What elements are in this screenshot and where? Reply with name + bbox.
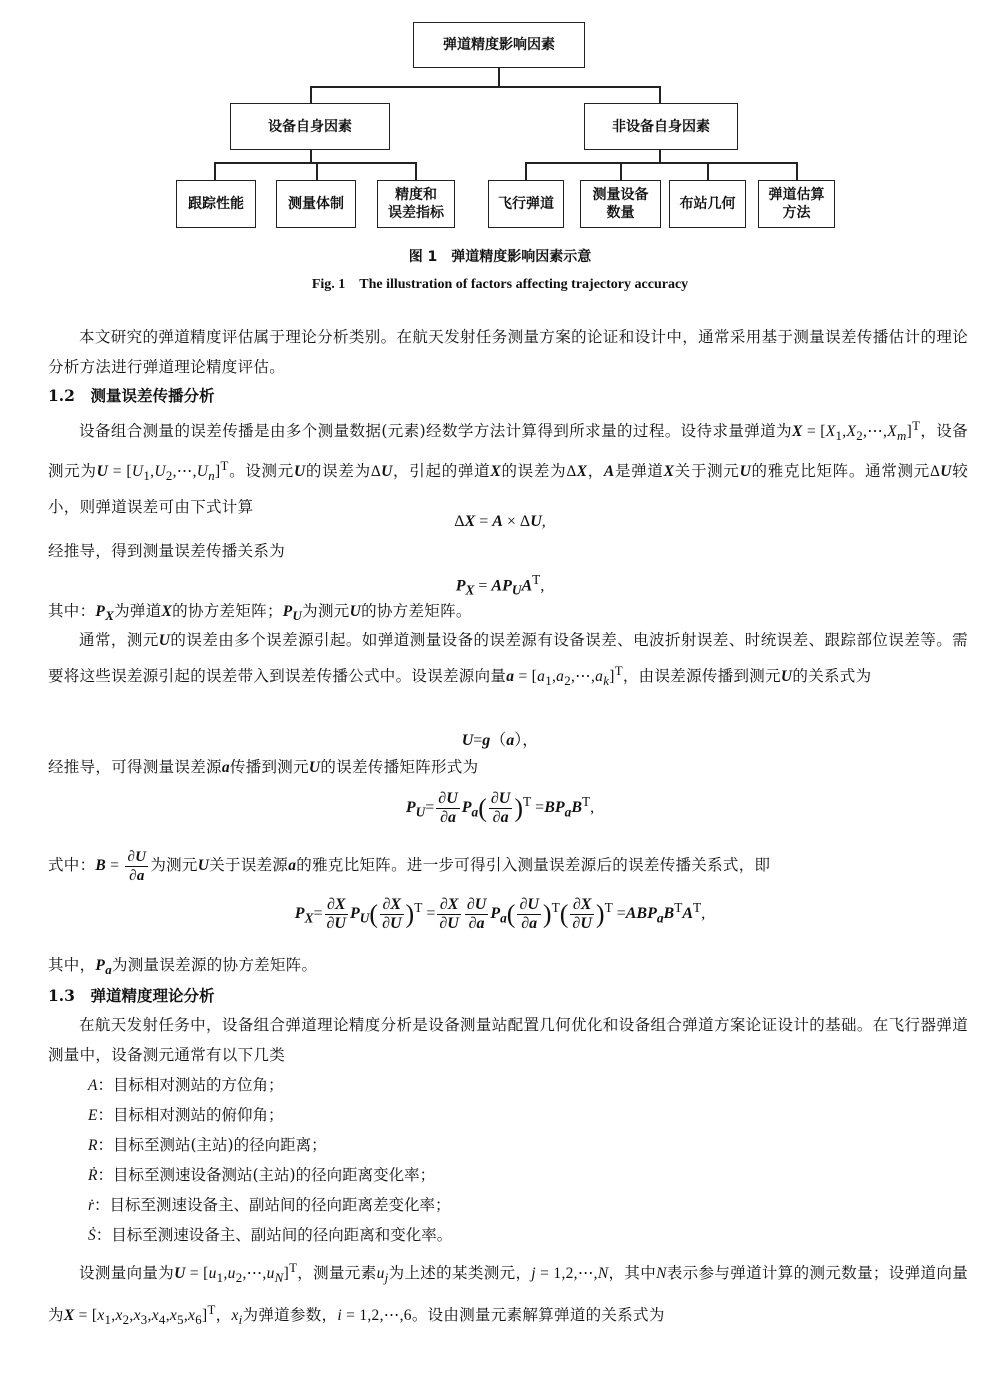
connector <box>214 162 416 164</box>
connector <box>310 86 660 88</box>
equation-5: $P_X=$ $\frac{\partial X}{\partial U}$ $P_U$( $\frac{\partial X}{\partial U}$ )$^T$ = $\frac{\partial X}{\partial U}$ $\frac{\partial U}{\partial a}$ $P_a$( $\frac{\partial U}{\partial a}$ )$^T$( $\frac{\partial X}{\partial U}$ )$^T =ABP_aB^TA^T$, <box>294 896 706 932</box>
connector <box>707 162 709 180</box>
leaf-node: 布站几何 <box>669 180 746 228</box>
connector <box>796 162 798 180</box>
paragraph: 其中：$P_X$为弹道X的协方差矩阵；$P_U$为测元U的协方差矩阵。 <box>48 602 472 624</box>
list-item: Ṡ：目标至测速设备主、副站间的径向距离和变化率。 <box>88 1226 453 1244</box>
leaf-node: 跟踪性能 <box>176 180 256 228</box>
connector <box>525 162 527 180</box>
leaf-node: 飞行弹道 <box>488 180 564 228</box>
paragraph: 通常，测元U的误差由多个误差源引起。如弹道测量设备的误差源有设备误差、电波折射误差、时统误差、跟踪部位误差等。需要将这些误差源引起的误差带入到误差传播公式中。设误差源向量$a = [a_1,a_2,\cdots,a_k]^T$，由误差源传播到测元U的关系式为 <box>48 631 968 689</box>
leaf-node: 测量体制 <box>276 180 356 228</box>
equation-1: ΔX = A × ΔU, <box>454 513 546 530</box>
paragraph: 本文研究的弹道精度评估属于理论分析类别。在航天发射任务测量方案的论证和设计中，通常采用基于测量误差传播估计的理论分析方法进行弹道理论精度评估。 <box>48 328 968 376</box>
figure-caption-cn: 图 1 弹道精度影响因素示意 <box>408 249 592 265</box>
list-item: ṙ：目标至测速设备主、副站间的径向距离差变化率； <box>88 1196 451 1214</box>
leaf-node: 测量设备 数量 <box>580 180 661 228</box>
paragraph: 设备组合测量的误差传播是由多个测量数据(元素)经数学方法计算得到所求量的过程。设待求量弹道为$X = [X_1,X_2,\cdots,X_m]^T$，设备测元为$U = [U_1,U_2,\cdots,U_n]^T$。设测元U的误差为ΔU，引起的弹道X的误差为ΔX，A是弹道X关于测元U的雅克比矩阵。通常测元ΔU较小，则弹道误差可由下式计算 <box>48 418 969 516</box>
equation-4: $P_U=$ $\frac{\partial U}{\partial a}$ $P_a$( $\frac{\partial U}{\partial a}$ )$^T =BP_aB^T$, <box>405 790 595 826</box>
list-item: Ṙ：目标至测速设备测站(主站)的径向距离变化率； <box>88 1166 436 1184</box>
connector <box>498 68 500 86</box>
root-node: 弹道精度影响因素 <box>413 22 585 68</box>
list-item: R：目标至测站(主站)的径向距离； <box>88 1136 327 1154</box>
leaf-node: 精度和 误差指标 <box>377 180 455 228</box>
connector <box>310 150 312 162</box>
paragraph: 经推导，可得测量误差源a传播到测元U的误差传播矩阵形式为 <box>48 758 479 776</box>
equation-3: U=g（a）， <box>461 732 539 749</box>
connector <box>659 150 661 162</box>
connector <box>214 162 216 180</box>
list-item: A：目标相对测站的方位角； <box>88 1076 284 1094</box>
connector <box>525 162 797 164</box>
leaf-node: 弹道估算 方法 <box>758 180 835 228</box>
list-item: E：目标相对测站的俯仰角； <box>88 1106 284 1124</box>
section-heading-1-3: 1.3 弹道精度理论分析 <box>48 986 215 1005</box>
paragraph: 式中：B = $\frac{\partial U}{\partial a}$ 为测元U关于误差源a的雅克比矩阵。进一步可得引入测量误差源后的误差传播关系式，即 <box>48 849 771 884</box>
paragraph: 经推导，得到测量误差传播关系为 <box>48 542 286 560</box>
paragraph: 设测量向量为$U = [u_1,u_2,\cdots,u_N]^T$，测量元素$u_j$为上述的某类测元，j = 1,2,⋯,N，其中N表示参与弹道计算的测元数量；设弹道向量为$X = [x_1,x_2,x_3,x_4,x_5,x_6]^T$，$x_i$为弹道参数，i = 1,2,⋯,6。设由测量元素解算弹道的关系式为 <box>48 1260 968 1328</box>
figure-caption-en: Fig. 1 The illustration of factors affecting trajectory accuracy <box>311 277 689 292</box>
connector <box>316 162 318 180</box>
paragraph: 在航天发射任务中，设备组合弹道理论精度分析是设备测量站配置几何优化和设备组合弹道方案论证设计的基础。在飞行器弹道测量中，设备测元通常有以下几类 <box>48 1016 968 1064</box>
connector <box>659 86 661 103</box>
connector <box>310 86 312 103</box>
equation-2: $P_X = AP_UA^T$, <box>455 572 545 598</box>
group-node-non-equipment: 非设备自身因素 <box>584 103 738 150</box>
paragraph: 其中，$P_a$为测量误差源的协方差矩阵。 <box>48 956 318 978</box>
section-heading-1-2: 1.2 测量误差传播分析 <box>48 386 215 405</box>
group-node-equipment: 设备自身因素 <box>230 103 390 150</box>
connector <box>415 162 417 180</box>
connector <box>620 162 622 180</box>
